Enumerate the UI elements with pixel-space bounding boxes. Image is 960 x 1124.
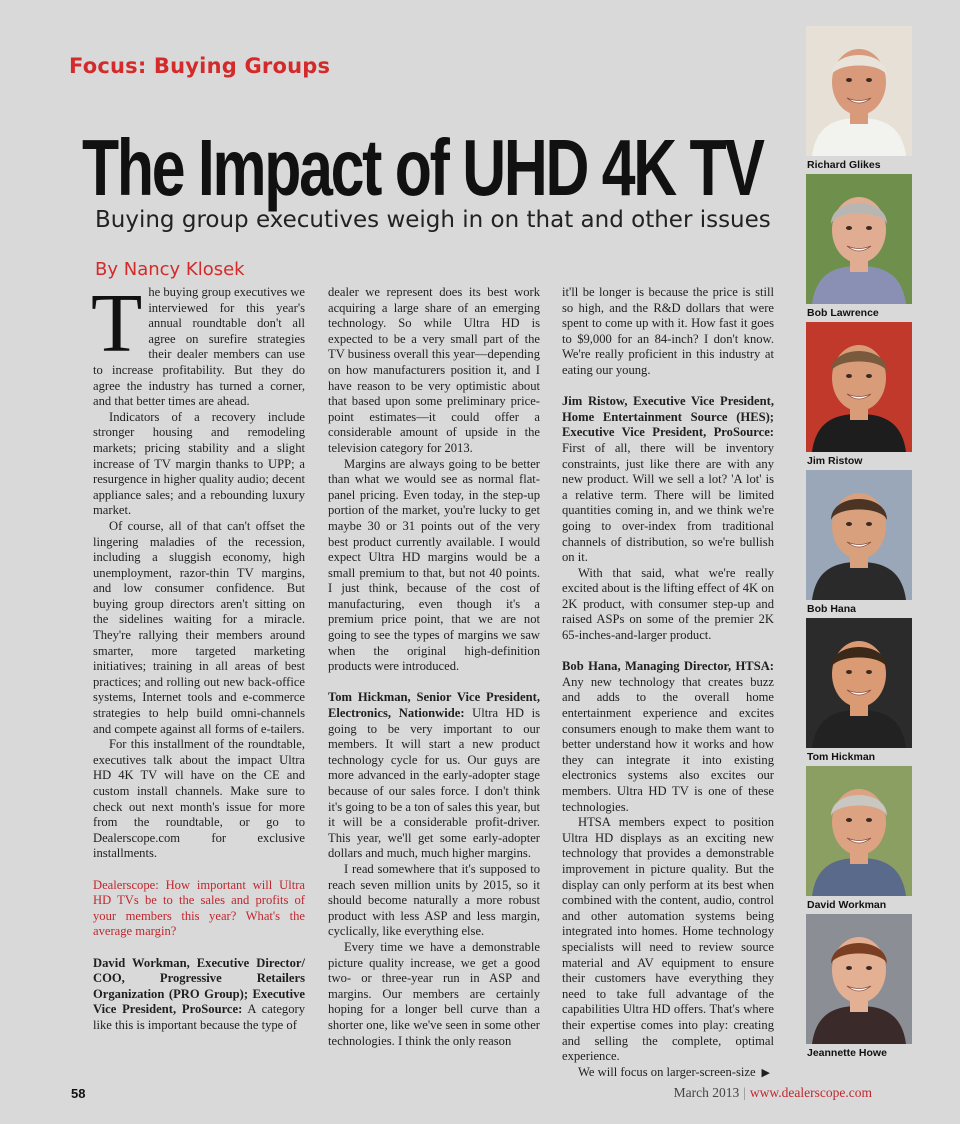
portrait-photo: [806, 766, 912, 896]
article-column-2: [328, 285, 540, 1049]
paragraph: it'll be longer is because the price is still so high, and the R&D dollars that were spent to come up with it. How fast it goes to $9,000 for an 84-inch? I don't know. We're really proficient in this industry at eating our young.: [562, 285, 774, 377]
portrait-caption: Richard Glikes: [807, 159, 881, 171]
issue-date: March 2013: [673, 1085, 740, 1100]
portrait-photo: [806, 26, 912, 156]
footer-info: [674, 1085, 872, 1101]
speaker-name: Bob Hana, Managing Director, HTSA:: [562, 659, 774, 674]
section-label: Focus: Buying Groups: [69, 54, 331, 78]
portrait-photo: [806, 322, 912, 452]
paragraph: HTSA members expect to position Ultra HD displays as an exciting new technology that provides a demonstrable improvement in picture quality. But the display can only perform at its best when combined with the content, audio, control and other automation systems being integrated into homes. Home technology specialists will need to review source material and AV equipment to ensure their customers have everything they need to take full advantage of the capabilities Ultra HD offers. That's where their expertise comes into play: creating and selling the complete, optimal experience.: [562, 815, 774, 1064]
paragraph: David Workman, Executive Director/ COO, Progressive Retailers Organization (PRO Group); Executive Vice President, ProSource: A category like this is important because the type of: [93, 955, 305, 1032]
article-column-3: [562, 285, 774, 1081]
portrait-caption: Tom Hickman: [807, 751, 876, 763]
paragraph: Bob Hana, Managing Director, HTSA: Any new technology that creates buzz and adds to the overall home entertainment experience and excites consumers enough to make them want to better understand how it works and how they can integrate it into existing electronics systems also excites our members. Ultra HD TV is one of these technologies.: [562, 659, 774, 814]
portrait-photo: [806, 914, 912, 1044]
article-subhead: Buying group executives weigh in on that and other issues: [95, 207, 771, 233]
interview-question: Dealerscope: How important will Ultra HD TVs be to the sales and profits of your members this year? What's the average margin?: [93, 877, 305, 939]
article-headline: The Impact of UHD 4K TV: [82, 123, 763, 212]
paragraph: Jim Ristow, Executive Vice President, Home Entertainment Source (HES); Executive Vice President, ProSource: First of all, there will be inventory constraints, just like there are with any new product. Will we sell a lot? 'A lot' is a relative term. There will be limited quantities coming in, and we think we're going to over-index from traditional channels of distribution, so we're bullish on it.: [562, 394, 774, 565]
portrait-photo: [806, 618, 912, 748]
paragraph: With that said, what we're really excited about is the lifting effect of 4K on 2K product, with consumer step-up and raised ASPs on some of the premier 2K 65-inches-and-larger product.: [562, 565, 774, 643]
portrait-photo: [806, 470, 912, 600]
speaker-name: David Workman, Executive Director/ COO, Progressive Retailers Organization (PRO Group); Executive Vice President, ProSource:: [93, 955, 305, 1017]
continue-arrow-icon: ▶: [761, 1066, 771, 1079]
paragraph: We will focus on larger-screen-size ▶: [578, 1064, 771, 1079]
paragraph: Indicators of a recovery include stronger housing and remodeling markets; pricing stability and a slight increase of TV margin thanks to UPP; a resurgence in higher quality audio; decent appliance sales; and a rebounding luxury market.: [93, 409, 305, 518]
speaker-name: Tom Hickman, Senior Vice President, Electronics, Nationwide:: [328, 690, 540, 721]
paragraph: Every time we have a demonstrable picture quality increase, we get a good two- or three-year run in ASP and margins. Our members are certainly hoping for a longer bell curve than a shorter one, like we've seen in some other technologies. I think the only reason: [328, 939, 540, 1048]
paragraph: For this installment of the roundtable, executives talk about the impact Ultra HD 4K TV will have on the CE and custom install channels. Make sure to check out next month's issue for more from the roundtable, or go to Dealerscope.com for exclusive installments.: [93, 737, 305, 861]
portrait-caption: Bob Lawrence: [807, 307, 879, 319]
portrait-caption: David Workman: [807, 899, 887, 911]
paragraph: The buying group executives we interviewed for this year's annual roundtable don't all agree on surefire strategies their dealer members can use to increase profitability. But they do agree the industry has turned a corner, and that better times are ahead.: [91, 277, 305, 409]
article-column-1: [91, 277, 305, 1034]
page-number: 58: [71, 1086, 86, 1101]
byline: By Nancy Klosek: [95, 259, 245, 280]
portrait-caption: Jeannette Howe: [807, 1047, 887, 1059]
paragraph: Of course, all of that can't offset the lingering maladies of the recession, including a sluggish economy, high unemployment, razor-thin TV margins, and low consumer confidence. But buying group directors aren't sitting on the sidelines waiting for a miracle. They're rallying their members around smarter, more targeted marketing initiatives; training in all areas of best practices; and rolling out new back-office systems, Internet tools and e-commerce strategies to help build omni-channels and compete against all forms of e-tailers.: [93, 518, 305, 736]
paragraph: Margins are always going to be better than what we would see as normal flat-panel pricing. Even today, in the step-up portion of the market, you're lucky to get maybe 30 or 31 points out of the very best product currently available. I would expect Ultra HD margins would be a small premium to that, but not 40 points. I just think, because of the cost of manufacturing, even though it's a premium price point, that we are not going to see the types of margins we saw when the original high-definition products were introduced.: [328, 456, 540, 674]
footer-url[interactable]: www.dealerscope.com: [749, 1085, 872, 1100]
paragraph: Tom Hickman, Senior Vice President, Electronics, Nationwide: Ultra HD is going to be very important to our members. It will start a new product technology cycle for us. Our guys are more advanced in the early-adopter stage because of our sales force. I don't think it's going to be a ton of sales this year, but it will be a considerable profit-driver. This year, we'll get some early-adopter dollars and much, much higher margins.: [328, 690, 540, 861]
portrait-caption: Jim Ristow: [807, 455, 863, 467]
footer-separator: |: [743, 1085, 746, 1100]
paragraph: I read somewhere that it's supposed to reach seven million units by 2015, so it should become naturally a more robust product with less ASP and less margin, cyclically, like everything else.: [328, 861, 540, 939]
speaker-name: Jim Ristow, Executive Vice President, Home Entertainment Source (HES); Executive Vice President, ProSource:: [562, 394, 774, 440]
drop-cap: T: [91, 277, 143, 370]
paragraph: dealer we represent does its best work acquiring a large share of an emerging technology. So while Ultra HD is expected to be a very small part of the TV business overall this year—depending on how manufacturers position it, and I have reason to be very optimistic about that based upon some preliminary price-point estimates—it could offer a considerable amount of upside in the television category for 2013.: [328, 285, 540, 455]
portrait-photo: [806, 174, 912, 304]
portrait-caption: Bob Hana: [807, 603, 857, 615]
